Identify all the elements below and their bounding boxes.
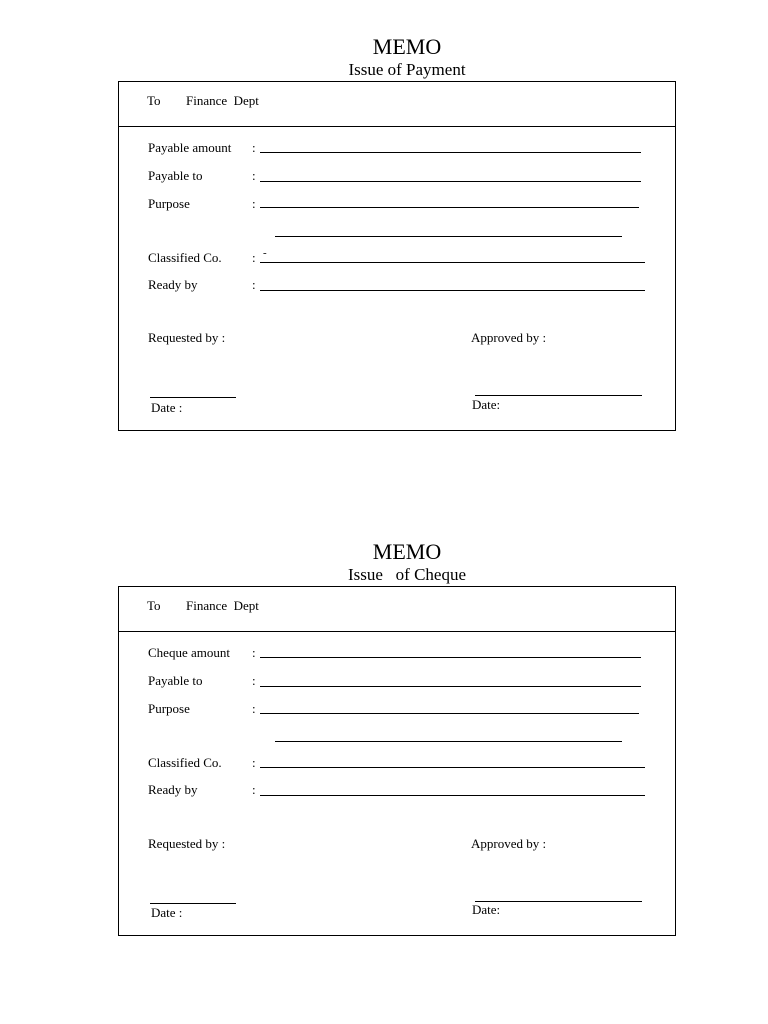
requested-date-label: Date : xyxy=(151,905,183,920)
field-colon: : xyxy=(252,782,256,797)
payable-to-line[interactable] xyxy=(260,181,641,182)
payable-to-line[interactable] xyxy=(260,686,641,687)
payable-to-label: Payable to xyxy=(148,673,203,688)
field-colon: : xyxy=(252,701,256,716)
field-colon: : xyxy=(252,277,256,292)
ready-by-line[interactable] xyxy=(260,290,645,291)
purpose-label: Purpose xyxy=(148,701,190,716)
recipient-name: Finance Dept xyxy=(186,598,259,613)
requested-date-label: Date : xyxy=(151,400,183,415)
memo-subtitle: Issue of Payment xyxy=(348,60,466,79)
purpose-continuation-line[interactable] xyxy=(275,236,622,237)
memo-title: MEMO xyxy=(372,34,442,59)
memo-form-box xyxy=(118,81,676,431)
recipient-row xyxy=(119,587,675,632)
approved-date-label: Date: xyxy=(472,397,501,412)
field-colon: : xyxy=(252,168,256,183)
ready-by-line[interactable] xyxy=(260,795,645,796)
memo-form-box xyxy=(118,586,676,936)
approved-by-signature-line[interactable] xyxy=(475,395,642,396)
approved-by-label: Approved by : xyxy=(471,836,547,851)
recipient-row xyxy=(119,82,675,127)
classified-co-line[interactable] xyxy=(260,262,645,263)
approved-by-label: Approved by : xyxy=(471,330,547,345)
ready-by-label: Ready by xyxy=(148,782,198,797)
field-colon: : xyxy=(252,250,256,265)
payable-to-label: Payable to xyxy=(148,168,203,183)
approved-date-label: Date: xyxy=(472,902,501,917)
classified-co-label: Classified Co. xyxy=(148,755,222,770)
field-colon: : xyxy=(252,140,256,155)
recipient-name: Finance Dept xyxy=(186,93,259,108)
ready-by-label: Ready by xyxy=(148,277,198,292)
field-colon: : xyxy=(252,673,256,688)
payable-amount-line[interactable] xyxy=(260,152,641,153)
to-label: To xyxy=(147,598,161,613)
field-colon: : xyxy=(252,645,256,660)
classified-co-line[interactable] xyxy=(260,767,645,768)
requested-by-label: Requested by : xyxy=(148,330,226,345)
field-colon: : xyxy=(252,196,256,211)
cheque-amount-label: Cheque amount xyxy=(148,645,230,660)
requested-by-signature-line[interactable] xyxy=(150,903,236,904)
purpose-label: Purpose xyxy=(148,196,190,211)
payable-amount-label: Payable amount xyxy=(148,140,232,155)
requested-by-label: Requested by : xyxy=(148,836,226,851)
field-colon: : xyxy=(252,755,256,770)
purpose-line[interactable] xyxy=(260,207,639,208)
memo-subtitle: Issue of Cheque xyxy=(347,565,467,584)
cheque-amount-line[interactable] xyxy=(260,657,641,658)
purpose-line[interactable] xyxy=(260,713,639,714)
memo-title: MEMO xyxy=(372,539,442,564)
to-label: To xyxy=(147,93,161,108)
purpose-continuation-line[interactable] xyxy=(275,741,622,742)
requested-by-signature-line[interactable] xyxy=(150,397,236,398)
classified-co-mark: - xyxy=(263,247,267,259)
classified-co-label: Classified Co. xyxy=(148,250,222,265)
